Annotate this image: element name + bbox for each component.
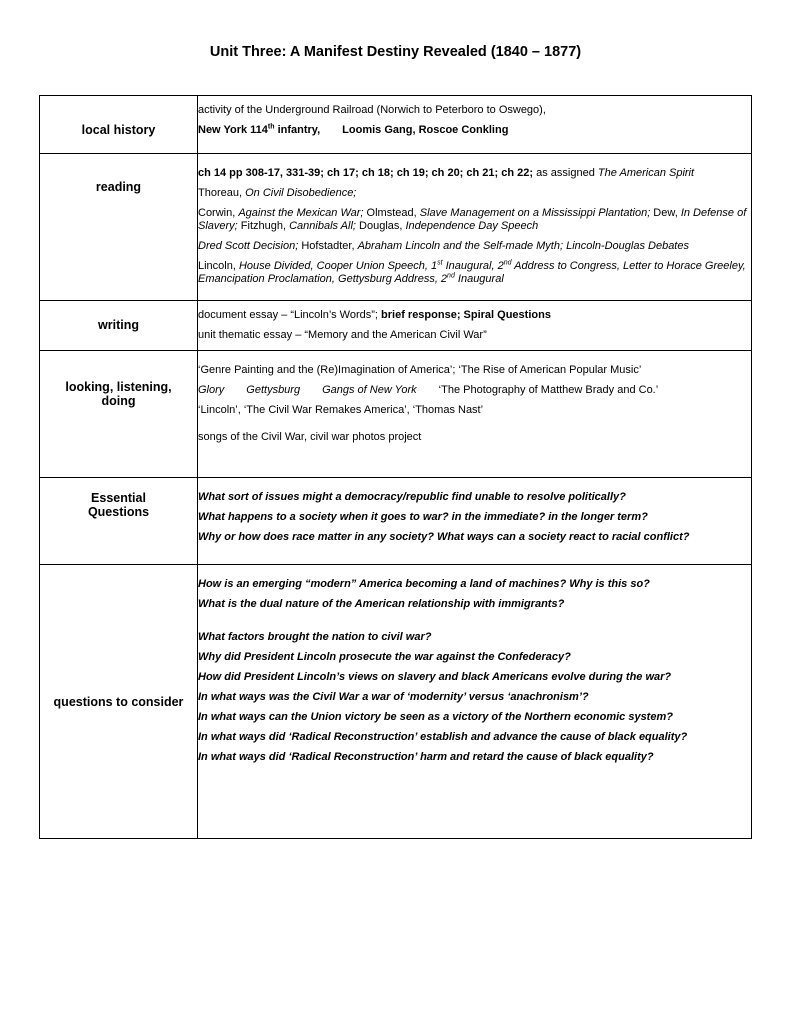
label-text: Essential <box>91 491 146 505</box>
label-reading <box>40 154 198 301</box>
text: document essay – “Lincoln’s Words”; <box>198 309 382 321</box>
writing-line-1 <box>198 309 751 322</box>
looking-line-3: ‘Lincoln’, ‘The Civil War Remakes America’, ‘Thomas Nast’ <box>198 404 484 416</box>
text: Address to Congress, Letter to Horace Greeley, Emancipation Proclamation, Gettysburg Address, 2 <box>198 260 746 285</box>
superscript: st <box>437 259 443 267</box>
row-looking <box>40 351 752 478</box>
text: Against the Mexican War; <box>238 207 364 219</box>
consider-question: How is an emerging “modern” America becoming a land of machines? Why is this so? <box>198 578 650 590</box>
content-looking <box>198 351 752 478</box>
superscript: th <box>267 123 275 131</box>
row-essential-questions <box>40 478 752 565</box>
text: In Defense of Slavery; <box>198 207 747 232</box>
text: Slave Management on a Mississippi Plantation; <box>419 207 651 219</box>
row-questions-to-consider <box>40 565 752 839</box>
consider-question: In what ways did ‘Radical Reconstruction’ establish and advance the cause of black equality? <box>198 731 688 743</box>
text: Douglas, <box>355 220 406 232</box>
content-reading <box>198 154 752 301</box>
content-essential-questions <box>198 478 752 565</box>
consider-question: Why did President Lincoln prosecute the war against the Confederacy? <box>198 651 571 663</box>
writing-line-2: unit thematic essay – “Memory and the American Civil War” <box>198 329 487 341</box>
reading-dred-scott <box>198 240 751 253</box>
label-text: writing <box>98 318 139 332</box>
consider-question: What factors brought the nation to civil war? <box>198 631 432 643</box>
essential-question: Why or how does race matter in any society? What ways can a society react to racial conflict? <box>198 531 690 543</box>
essential-question: What sort of issues might a democracy/republic find unable to resolve politically? <box>198 491 626 503</box>
text: Inaugural, 2 <box>442 260 504 272</box>
consider-question: How did President Lincoln’s views on slavery and black Americans evolve during the war? <box>198 671 672 683</box>
film-title: Glory <box>198 384 225 396</box>
consider-question: In what ways can the Union victory be seen as a victory of the Northern economic system? <box>198 711 673 723</box>
label-questions-to-consider <box>40 565 198 839</box>
consider-question: What is the dual nature of the American relationship with immigrants? <box>198 598 565 610</box>
content-local-history <box>198 96 752 154</box>
label-text: Questions <box>87 505 150 519</box>
content-writing <box>198 301 752 351</box>
reading-corwin <box>198 207 751 233</box>
text: House Divided, Cooper Union Speech, 1 <box>238 260 438 272</box>
label-text: doing <box>101 394 136 408</box>
reading-lincoln <box>198 260 751 286</box>
text: infantry, <box>274 124 321 136</box>
page-title: Unit Three: A Manifest Destiny Revealed (1840 – 1877) <box>209 44 582 60</box>
label-text: local history <box>81 123 156 137</box>
row-local-history <box>40 96 752 154</box>
unit-table <box>39 95 752 839</box>
label-looking <box>40 351 198 478</box>
text: ch 14 pp 308-17, 331-39; ch 17; ch 18; ch 19; ch 20; ch 21; ch 22; <box>198 167 534 179</box>
consider-question: In what ways did ‘Radical Reconstruction’ harm and retard the cause of black equality? <box>198 751 654 763</box>
text: as assigned <box>533 167 598 179</box>
content-questions-to-consider <box>198 565 752 839</box>
row-reading <box>40 154 752 301</box>
text: Inaugural <box>454 273 504 285</box>
looking-line-1: ‘Genre Painting and the (Re)Imagination of America’; ‘The Rise of American Popular Music’ <box>198 364 642 376</box>
superscript: nd <box>503 259 512 267</box>
label-text: questions to consider <box>53 694 184 709</box>
text: Olmstead, <box>363 207 420 219</box>
reading-chapters <box>198 167 751 180</box>
local-history-line-2 <box>198 124 751 137</box>
text: Cannibals All; <box>289 220 356 232</box>
text: On Civil Disobedience; <box>245 187 357 199</box>
essential-question: What happens to a society when it goes to war? in the immediate? in the longer term? <box>198 511 648 523</box>
text: Loomis Gang, Roscoe Conkling <box>342 124 509 136</box>
text: The American Spirit <box>597 167 695 179</box>
looking-films <box>198 384 751 397</box>
text: New York 114 <box>198 124 268 136</box>
superscript: nd <box>447 272 455 280</box>
text: Abraham Lincoln and the Self-made Myth; Lincoln-Douglas Debates <box>357 240 689 252</box>
text: ‘The Photography of Matthew Brady and Co.’ <box>438 384 659 396</box>
local-history-line-1: activity of the Underground Railroad (Norwich to Peterboro to Oswego), <box>198 104 546 116</box>
text: Thoreau, <box>198 187 246 199</box>
label-local-history <box>40 96 198 154</box>
label-essential-questions <box>40 478 198 565</box>
text: Independence Day Speech <box>405 220 539 232</box>
label-text: reading <box>95 180 142 194</box>
text: Dew, <box>650 207 681 219</box>
text: Hofstadter, <box>298 240 358 252</box>
label-writing <box>40 301 198 351</box>
text: Dred Scott Decision; <box>198 240 299 252</box>
consider-question: In what ways was the Civil War a war of ‘modernity’ versus ‘anachronism’? <box>198 691 589 703</box>
text: brief response; Spiral Questions <box>381 309 551 321</box>
film-title: Gangs of New York <box>322 384 417 396</box>
row-writing <box>40 301 752 351</box>
text: Lincoln, <box>198 260 239 272</box>
film-title: Gettysburg <box>246 384 301 396</box>
text: Corwin, <box>198 207 239 219</box>
label-text: looking, listening, <box>65 380 172 394</box>
reading-thoreau <box>198 187 751 200</box>
looking-line-4: songs of the Civil War, civil war photos project <box>198 431 422 443</box>
text: Fitzhugh, <box>237 220 290 232</box>
